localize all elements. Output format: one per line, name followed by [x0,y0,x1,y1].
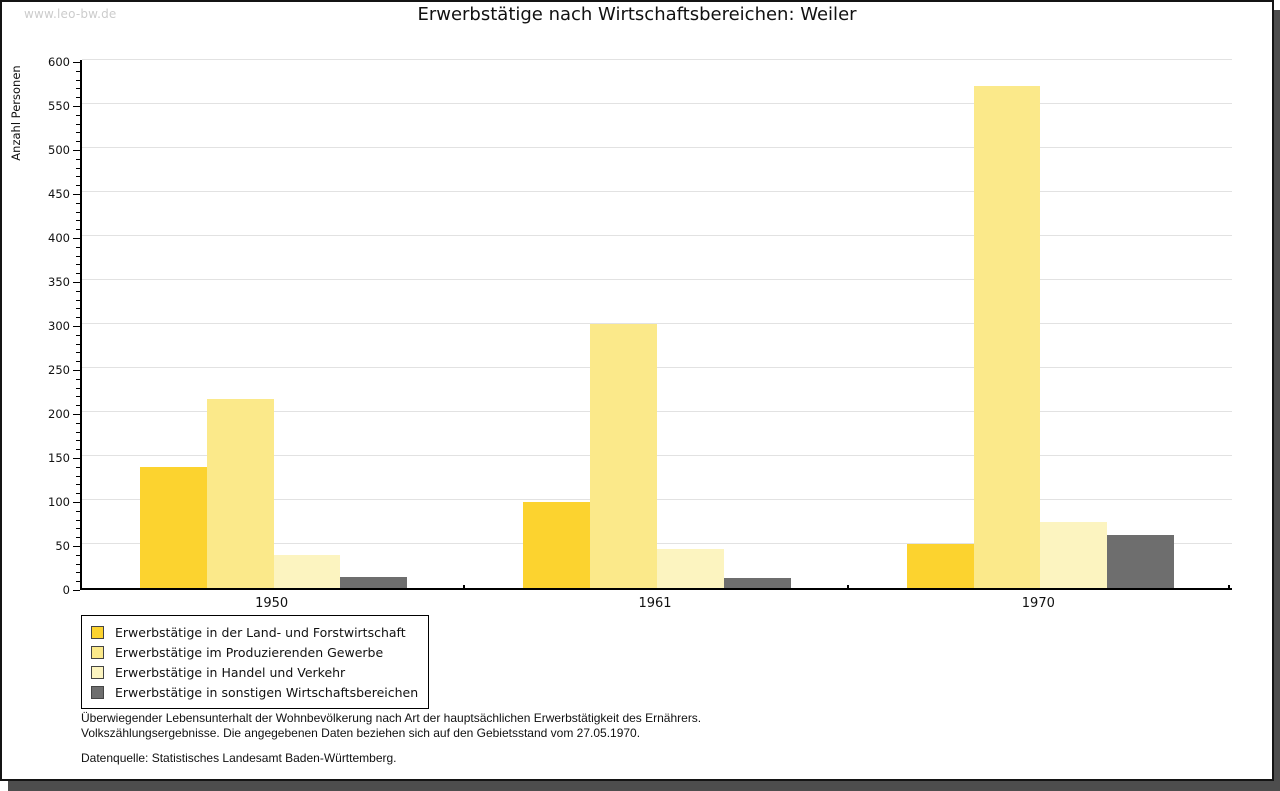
y-minor-tick-420 [76,220,80,221]
y-minor-tick-290 [76,335,80,336]
x-tick-1 [463,585,465,590]
gridline-450 [82,191,1232,192]
footnote [81,711,701,741]
legend-item-4 [91,682,418,702]
legend-item-1 [91,622,418,642]
y-minor-tick-580 [76,80,80,81]
watermark-url: www.leo-bw.de [24,7,117,21]
y-tick-label-500: 500 [48,143,70,157]
y-minor-tick-370 [76,264,80,265]
y-minor-tick-10 [76,581,80,582]
y-minor-tick-440 [76,203,80,204]
legend-color-swatch [91,626,104,639]
y-major-tick-600 [73,62,80,63]
y-major-tick-550 [73,106,80,107]
y-minor-tick-480 [76,168,80,169]
y-minor-tick-70 [76,528,80,529]
bar-1961-series-4 [724,578,791,588]
y-minor-tick-510 [76,141,80,142]
y-major-tick-350 [73,282,80,283]
plot-area [80,60,1232,590]
y-minor-tick-190 [76,423,80,424]
y-major-tick-150 [73,458,80,459]
y-minor-tick-570 [76,88,80,89]
y-minor-tick-360 [76,273,80,274]
x-tick-2 [847,585,849,590]
y-minor-tick-60 [76,537,80,538]
legend-item-label: Erwerbstätige in sonstigen Wirtschaftsbereichen [115,684,419,700]
y-minor-tick-430 [76,212,80,213]
y-tick-label-0: 0 [62,583,70,597]
gridline-600 [82,59,1232,60]
y-minor-tick-90 [76,511,80,512]
y-major-tick-500 [73,150,80,151]
y-tick-label-100: 100 [48,495,70,509]
y-major-tick-300 [73,326,80,327]
legend-item-3 [91,662,418,682]
y-minor-tick-490 [76,159,80,160]
page-title: Erwerbstätige nach Wirtschaftsbereichen: Weiler [417,4,857,25]
y-major-tick-50 [73,546,80,547]
y-minor-tick-240 [76,379,80,380]
y-minor-tick-380 [76,256,80,257]
gridline-300 [82,323,1232,324]
y-minor-tick-530 [76,124,80,125]
data-source: Datenquelle: Statistisches Landesamt Baden-Württemberg. [81,751,397,765]
gridline-350 [82,279,1232,280]
legend-item-label: Erwerbstätige in der Land- und Forstwirtschaft [115,624,406,640]
y-minor-tick-330 [76,300,80,301]
footnote-line-1: Überwiegender Lebensunterhalt der Wohnbevölkerung nach Art der hauptsächlichen Erwerbstätigkeit des Ernährers. [81,711,702,725]
legend [81,615,429,709]
y-tick-label-400: 400 [48,231,70,245]
y-minor-tick-170 [76,440,80,441]
y-minor-tick-520 [76,132,80,133]
legend-item-label: Erwerbstätige in Handel und Verkehr [115,664,346,680]
legend-color-swatch [91,686,104,699]
y-minor-tick-470 [76,176,80,177]
y-minor-tick-460 [76,185,80,186]
bar-1970-series-1 [907,544,974,588]
y-major-tick-450 [73,194,80,195]
bar-1970-series-4 [1107,535,1174,588]
legend-color-swatch [91,646,104,659]
bar-1961-series-1 [523,502,590,588]
y-minor-tick-590 [76,71,80,72]
y-minor-tick-540 [76,115,80,116]
bar-1961-series-3 [657,549,724,588]
bar-1950-series-2 [207,399,274,588]
y-minor-tick-560 [76,97,80,98]
x-tick-label-1950: 1950 [255,596,289,611]
y-minor-tick-320 [76,308,80,309]
y-tick-label-50: 50 [55,539,70,553]
y-minor-tick-410 [76,229,80,230]
legend-color-swatch [91,666,104,679]
y-major-tick-100 [73,502,80,503]
y-minor-tick-270 [76,352,80,353]
y-minor-tick-280 [76,344,80,345]
y-tick-label-350: 350 [48,275,70,289]
bar-1970-series-2 [974,86,1041,588]
y-minor-tick-120 [76,484,80,485]
y-minor-tick-130 [76,476,80,477]
y-minor-tick-80 [76,520,80,521]
y-minor-tick-30 [76,564,80,565]
y-minor-tick-340 [76,291,80,292]
y-tick-label-150: 150 [48,451,70,465]
y-minor-tick-140 [76,467,80,468]
gridline-500 [82,147,1232,148]
y-tick-label-200: 200 [48,407,70,421]
x-tick-label-1961: 1961 [638,596,672,611]
y-tick-label-550: 550 [48,99,70,113]
legend-item-label: Erwerbstätige im Produzierenden Gewerbe [115,644,384,660]
y-tick-label-450: 450 [48,187,70,201]
y-minor-tick-390 [76,247,80,248]
y-minor-tick-260 [76,361,80,362]
bar-1970-series-3 [1040,522,1107,588]
y-tick-label-250: 250 [48,363,70,377]
bar-1950-series-4 [340,577,407,588]
legend-item-2 [91,642,418,662]
x-tick-0 [80,585,82,590]
footnote-line-2: Volkszählungsergebnisse. Die angegebenen Daten beziehen sich auf den Gebietsstand vom 27.05.1970. [81,726,641,740]
y-minor-tick-180 [76,432,80,433]
y-minor-tick-40 [76,555,80,556]
bar-1950-series-3 [274,555,341,588]
y-minor-tick-220 [76,396,80,397]
bar-1950-series-1 [140,467,207,588]
y-major-tick-200 [73,414,80,415]
y-minor-tick-110 [76,493,80,494]
gridline-250 [82,367,1232,368]
y-tick-label-300: 300 [48,319,70,333]
y-minor-tick-20 [76,572,80,573]
y-major-tick-250 [73,370,80,371]
x-tick-3 [1228,585,1230,590]
y-minor-tick-210 [76,405,80,406]
gridline-400 [82,235,1232,236]
y-minor-tick-230 [76,388,80,389]
y-minor-tick-310 [76,317,80,318]
bar-1961-series-2 [590,324,657,588]
x-tick-label-1970: 1970 [1021,596,1055,611]
gridline-550 [82,103,1232,104]
y-major-tick-0 [73,590,80,591]
y-axis-title: Anzahl Personen [9,65,23,161]
y-minor-tick-160 [76,449,80,450]
y-tick-label-600: 600 [48,55,70,69]
y-major-tick-400 [73,238,80,239]
